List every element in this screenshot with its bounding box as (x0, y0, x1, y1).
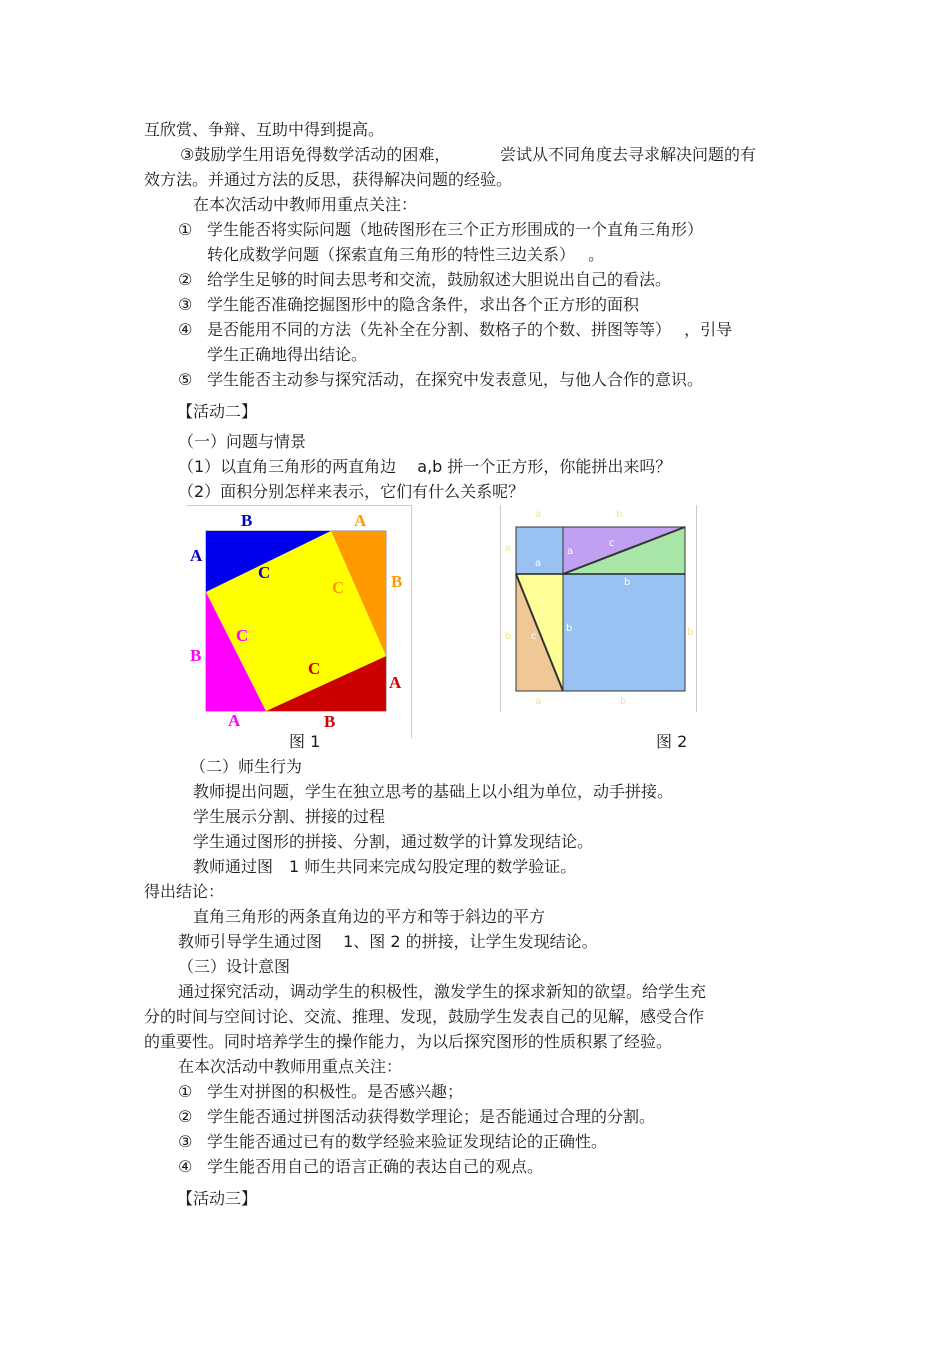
paragraph-line: 学生展示分割、拼接的过程 (193, 807, 386, 826)
paragraph-line: 效方法。并通过方法的反思，获得解决问题的经验。 (144, 170, 513, 189)
label-c: c (609, 538, 615, 549)
paragraph-line: 分的时间与空间讨论、交流、推理、发现，鼓励学生发表自己的见解，感受合作 (144, 1007, 705, 1026)
list-item: 给学生足够的时间去思考和交流，鼓励叙述大胆说出自己的看法。 (207, 270, 672, 289)
figure-caption: 图 2 (656, 732, 688, 751)
pythagoras-diagram-1 (186, 506, 411, 738)
label-b: b (624, 577, 631, 588)
label-b: b (687, 627, 694, 638)
list-number: ④ (178, 320, 193, 339)
label-a: a (567, 546, 574, 557)
label-c: C (308, 659, 321, 678)
figure-2 (500, 505, 697, 712)
label-b: b (505, 631, 512, 642)
paragraph-line: 尝试从不同角度去寻求解决问题的有 (500, 145, 757, 164)
list-number: ② (178, 270, 193, 289)
list-number: ① (178, 220, 193, 239)
label-b: B (190, 646, 202, 665)
list-item: 学生能否通过拼图活动获得数学理论；是否能通过合理的分割。 (207, 1107, 656, 1126)
figure-caption: 图 1 (289, 732, 321, 751)
paragraph-line: 教师引导学生通过图 1、图 2 的拼接，让学生发现结论。 (178, 932, 598, 951)
label-b: b (566, 623, 573, 634)
focus-title: 在本次活动中教师用重点关注： (178, 1057, 403, 1076)
label-a: a (535, 696, 542, 707)
list-item: 学生能否通过已有的数学经验来验证发现结论的正确性。 (207, 1132, 608, 1151)
section-heading: 【活动二】 (177, 402, 258, 421)
label-c: C (236, 626, 249, 645)
conclusion-title: 得出结论： (144, 882, 225, 901)
label-b: B (241, 511, 253, 530)
label-c: C (258, 563, 271, 582)
conclusion-text: 直角三角形的两条直角边的平方和等于斜边的平方 (193, 907, 546, 926)
label-a: A (389, 673, 402, 692)
paragraph-line: ③鼓励学生用语免得数学活动的困难， (180, 145, 451, 164)
paragraph-line: 互欣赏、争辩、互助中得到提高。 (144, 120, 385, 139)
list-item: 学生对拼图的积极性。是否感兴趣； (207, 1082, 464, 1101)
list-number: ② (178, 1107, 193, 1126)
paragraph-line: 通过探究活动，调动学生的积极性，激发学生的探求新知的欲望。给学生充 (178, 982, 707, 1001)
paragraph-line: 学生通过图形的拼接、分割，通过数学的计算发现结论。 (193, 832, 594, 851)
list-number: ⑤ (178, 370, 193, 389)
list-number: ③ (178, 295, 193, 314)
list-item: 转化成数学问题（探索直角三角形的特性三边关系） 。 (207, 245, 605, 264)
label-b: B (324, 712, 336, 731)
focus-title: 在本次活动中教师用重点关注： (193, 195, 418, 214)
list-item: 学生能否主动参与探究活动，在探究中发表意见，与他人合作的意识。 (207, 370, 704, 389)
label-a: A (228, 711, 241, 730)
paragraph-line: 教师通过图 1 师生共同来完成勾股定理的数学验证。 (193, 857, 577, 876)
question: （2）面积分别怎样来表示，它们有什么关系呢？ (178, 482, 525, 501)
label-c: C (332, 578, 345, 597)
paragraph-line: 的重要性。同时培养学生的操作能力，为以后探究图形的性质积累了经验。 (144, 1032, 673, 1051)
label-a: a (535, 509, 542, 520)
label-b: b (616, 509, 623, 520)
label-b: b (620, 696, 627, 707)
list-item: 学生能否用自己的语言正确的表达自己的观点。 (207, 1157, 544, 1176)
list-number: ③ (178, 1132, 193, 1151)
subsection-heading: （三）设计意图 (178, 957, 291, 976)
label-a: A (354, 511, 367, 530)
list-item: 学生能否将实际问题（地砖图形在三个正方形围成的一个直角三角形） (207, 220, 704, 239)
subsection-heading: （二）师生行为 (190, 757, 303, 776)
pythagoras-diagram-2 (501, 505, 696, 712)
paragraph-line: 教师提出问题，学生在独立思考的基础上以小组为单位，动手拼接。 (193, 782, 674, 801)
figure-1 (186, 505, 412, 738)
list-item: 学生正确地得出结论。 (207, 345, 368, 364)
label-b: B (391, 572, 403, 591)
list-item: 学生能否准确挖掘图形中的隐含条件，求出各个正方形的面积 (207, 295, 640, 314)
large-square-b (563, 574, 685, 691)
label-c: c (531, 631, 537, 642)
label-a: a (505, 543, 512, 554)
list-number: ④ (178, 1157, 193, 1176)
list-number: ① (178, 1082, 193, 1101)
question: （1）以直角三角形的两直角边 a,b 拼一个正方形，你能拼出来吗？ (178, 457, 672, 476)
section-heading: 【活动三】 (177, 1189, 258, 1208)
subsection-heading: （一）问题与情景 (178, 432, 307, 451)
label-a: a (535, 558, 542, 569)
list-item: 是否能用不同的方法（先补全在分割、数格子的个数、拼图等等） ，引导 (207, 320, 733, 339)
label-a: A (190, 546, 203, 565)
